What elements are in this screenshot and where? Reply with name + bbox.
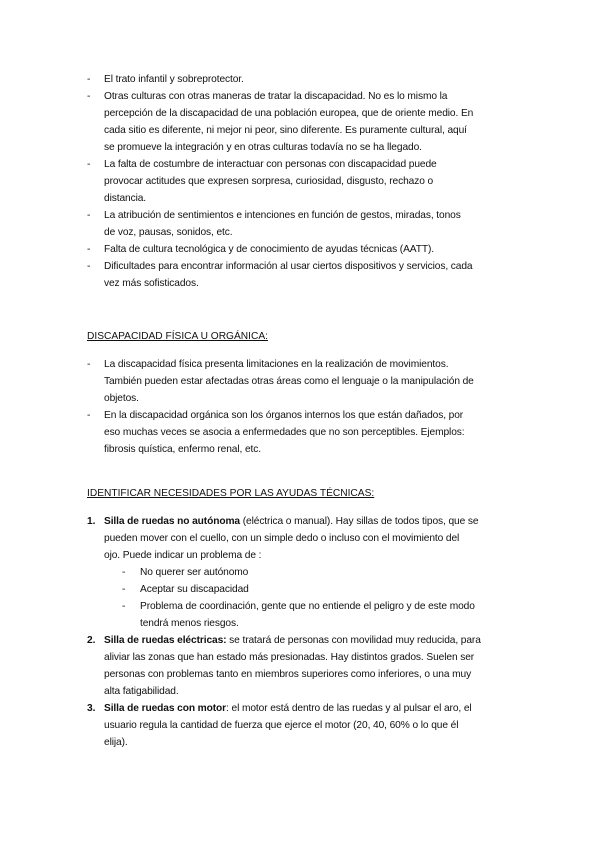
- sub-bullet-dash: -: [122, 601, 126, 612]
- sub-bullet-dash: -: [122, 584, 126, 595]
- list-item-text: se tratará de personas con movilidad muy reducida, para: [226, 635, 481, 646]
- bullet-dash: -: [87, 410, 91, 421]
- list-item-text: usuario regula la cantidad de fuerza que ejerce el motor (20, 40, 60% o lo que él: [104, 720, 459, 731]
- bullet-text: se promueve la integración y en otras culturas todavía no se ha llegado.: [104, 142, 422, 153]
- bullet-text: La discapacidad física presenta limitaciones en la realización de movimientos.: [104, 359, 449, 370]
- bullet-text: Falta de cultura tecnológica y de conocimiento de ayudas técnicas (AATT).: [104, 244, 435, 255]
- bullet-text: En la discapacidad orgánica son los órganos internos los que están dañados, por: [104, 410, 464, 421]
- bullet-text: Otras culturas con otras maneras de tratar la discapacidad. No es lo mismo la: [104, 91, 448, 102]
- bullet-dash: -: [87, 244, 91, 255]
- list-item-title: Silla de ruedas con motor: [104, 703, 227, 714]
- list-item-text: : el motor está dentro de las ruedas y al pulsar el aro, el: [226, 703, 472, 714]
- list-item-text: aliviar las zonas que han estado más presionadas. Hay distintos grados. Suelen ser: [104, 652, 475, 663]
- bullet-text: También pueden estar afectadas otras áreas como el lenguaje o la manipulación de: [104, 376, 474, 387]
- bullet-text: El trato infantil y sobreprotector.: [104, 74, 244, 85]
- list-item-text: ojo. Puede indicar un problema de :: [104, 550, 262, 561]
- list-item-first-line: [104, 515, 478, 528]
- bullet-text: de voz, pausas, sonidos, etc.: [104, 227, 233, 238]
- bullet-text: Dificultades para encontrar información al usar ciertos dispositivos y servicios, cada: [104, 261, 473, 272]
- bullet-text: La atribución de sentimientos e intenciones en función de gestos, miradas, tonos: [104, 210, 461, 221]
- sub-bullet-text: Aceptar su discapacidad: [140, 584, 249, 595]
- list-item-text: elija).: [104, 737, 128, 748]
- list-number: 1.: [87, 516, 96, 527]
- list-item-text: personas con problemas tanto en miembros superiores como inferiores, o una muy: [104, 669, 472, 680]
- bullet-text: objetos.: [104, 393, 139, 404]
- bullet-text: eso muchas veces se asocia a enfermedades que no son perceptibles. Ejemplos:: [104, 427, 465, 438]
- bullet-dash: -: [87, 91, 91, 102]
- bullet-dash: -: [87, 359, 91, 370]
- section-heading-ayudas: IDENTIFICAR NECESIDADES POR LAS AYUDAS TÉCNICAS:: [87, 488, 375, 499]
- bullet-dash: -: [87, 261, 91, 272]
- bullet-dash: -: [87, 74, 91, 85]
- list-item-first-line: [104, 634, 481, 647]
- list-item-text: pueden mover con el cuello, con un simple dedo o incluso con el movimiento del: [104, 533, 460, 544]
- list-number: 3.: [87, 703, 96, 714]
- bullet-text: percepción de la discapacidad de una población europea, que de oriente medio. En: [104, 108, 474, 119]
- list-item-title: Silla de ruedas no autónoma: [104, 516, 240, 527]
- section-heading-fisica: DISCAPACIDAD FÍSICA U ORGÁNICA:: [87, 331, 268, 342]
- sub-bullet-text: tendrá menos riesgos.: [140, 618, 239, 629]
- bullet-dash: -: [87, 159, 91, 170]
- bullet-text: distancia.: [104, 193, 147, 204]
- bullet-text: provocar actitudes que expresen sorpresa, curiosidad, disgusto, rechazo o: [104, 176, 434, 187]
- list-item-first-line: [104, 702, 472, 715]
- list-item-title: Silla de ruedas eléctricas:: [104, 635, 227, 646]
- sub-bullet-dash: -: [122, 567, 126, 578]
- bullet-text: vez más sofisticados.: [104, 278, 199, 289]
- bullet-text: fibrosis quística, enfermo renal, etc.: [104, 444, 262, 455]
- bullet-text: La falta de costumbre de interactuar con personas con discapacidad puede: [104, 159, 437, 170]
- sub-bullet-text: Problema de coordinación, gente que no entiende el peligro y de este modo: [140, 601, 475, 612]
- list-item-text: alta fatigabilidad.: [104, 686, 179, 697]
- list-number: 2.: [87, 635, 96, 646]
- list-item-text: (eléctrica o manual). Hay sillas de todos tipos, que se: [240, 516, 479, 527]
- bullet-text: cada sitio es diferente, ni mejor ni peor, sino diferente. Es puramente cultural, aquí: [104, 125, 467, 136]
- sub-bullet-text: No querer ser autónomo: [140, 567, 249, 578]
- bullet-dash: -: [87, 210, 91, 221]
